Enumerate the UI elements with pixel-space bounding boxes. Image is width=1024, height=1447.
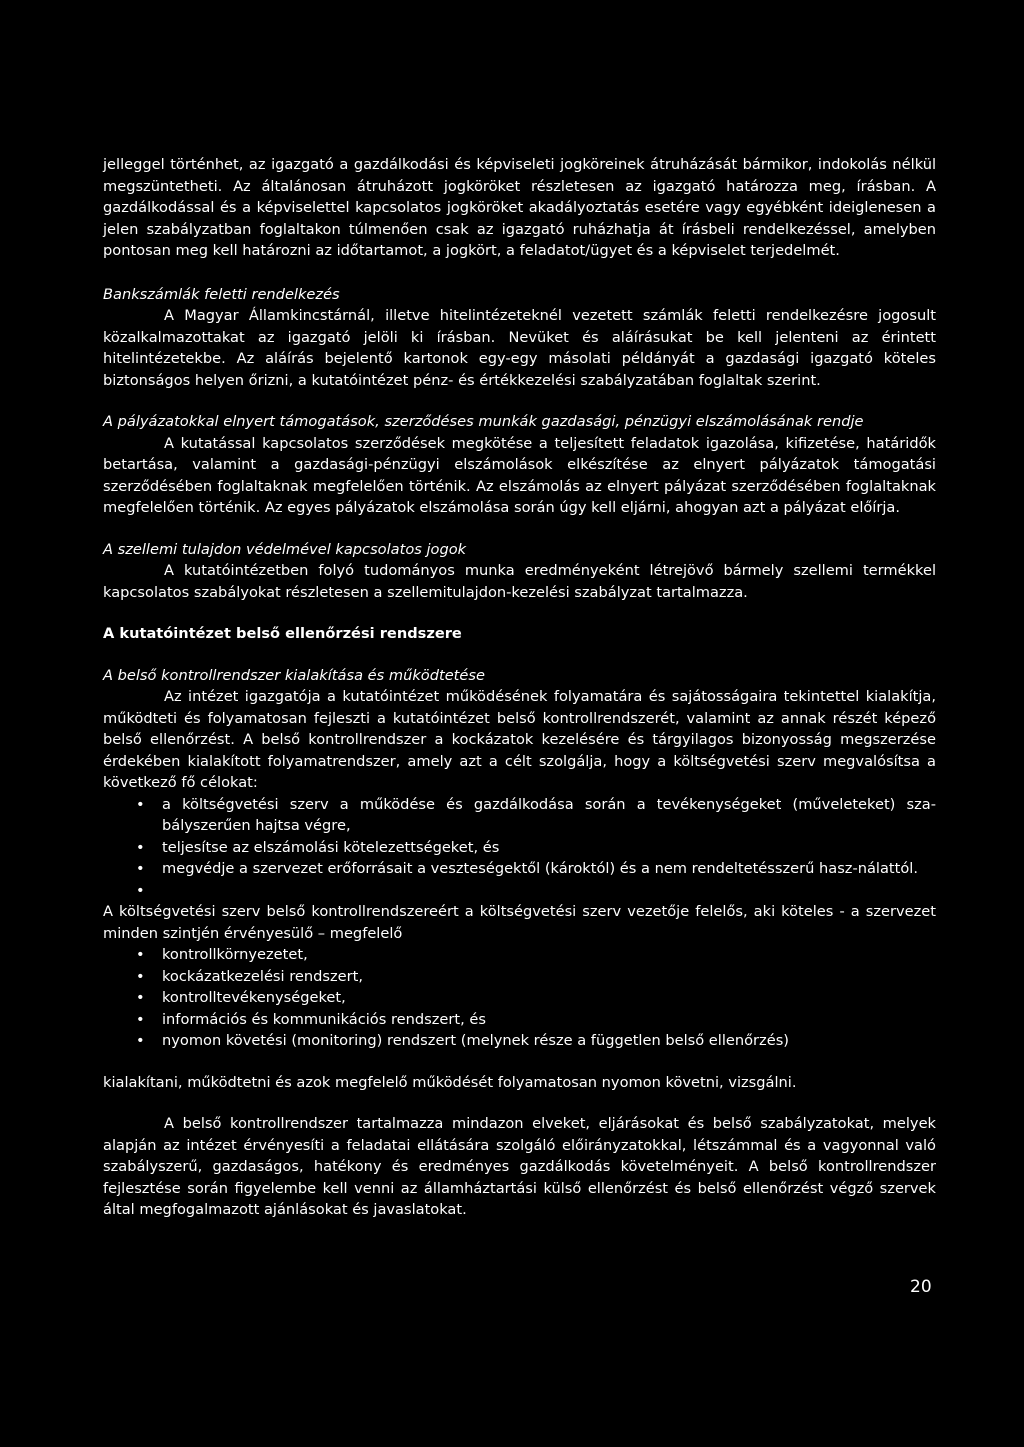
list-item <box>103 880 936 902</box>
list-item: • teljesítse az elszámolási kötelezettségeket, és <box>103 837 936 859</box>
list-item: • megvédje a szervezet erőforrásait a veszteségektől (károktól) és a nem rendeltetésszerű hasz-nálattól. <box>103 858 936 880</box>
list-item: • információs és kommunikációs rendszert, és <box>103 1009 936 1031</box>
section-heading: A kutatóintézet belső ellenőrzési rendszere <box>103 625 462 642</box>
section-title: Bankszámlák feletti rendelkezés <box>103 285 340 303</box>
section-intellectual-property <box>103 539 936 604</box>
list-item: • kockázatkezelési rendszert, <box>103 966 936 988</box>
closing-text: kialakítani, működtetni és azok megfelelő működését folyamatosan nyomon követni, vizsgálni. <box>103 1073 797 1091</box>
page-number: 20 <box>910 1277 932 1297</box>
bullet-icon: • <box>136 1010 145 1028</box>
paragraph-delegation: jelleggel történhet, az igazgató a gazdálkodási és képviseleti jogköreinek átruházását bármikor, indokolás nélkül megszüntetheti. Az általánosan átruházott jogköröket részletesen az igazgató határozza meg, írásban. A gazdálkodással és a képviselettel kapcsolatos jogköröket akadályoztatás esetére vagy egyébként ideiglenesen a jelen szabályzatban foglaltakon túlmenően csak az igazgató ruházhatja át írásbeli rendelkezéssel, amelyben pontosan meg kell határozni az időtartamot, a jogkört, a feladatot/ügyet és a képviselet terjedelmét. <box>103 156 936 259</box>
bullet-icon: • <box>136 881 145 899</box>
bullet-icon: • <box>136 795 145 813</box>
section-title: A szellemi tulajdon védelmével kapcsolatos jogok <box>103 540 467 558</box>
section-text: A Magyar Államkincstárnál, illetve hitelintézeteknél vezetett számlák feletti rendelkezésre jogosult közalkalmazottakat az igazgató jelöli ki írásban. Nevüket és aláírásukat be kell jelenteni az érintett hitelintézetekbe. Az aláírás bejelentő kartonok egy-egy másolati példányát a gazdasági igazgató köteles biztonságos helyen őrizni, a kutatóintézet pénz- és értékkezelési szabályzatában foglaltak szerint. <box>103 307 936 389</box>
list-item: • nyomon követési (monitoring) rendszert (melynek része a független belső ellenőrzés) <box>103 1030 936 1052</box>
bullet-icon: • <box>136 1032 145 1049</box>
section-text: A kutatóintézetben folyó tudományos munka eredményeként létrejövő bármely szellemi termékkel kapcsolatos szabályokat részletesen a szellemitulajdon-kezelési szabályzat tartalmazza. <box>103 562 936 601</box>
goals-list <box>103 794 936 902</box>
bullet-icon: • <box>136 989 145 1006</box>
section-internal-control <box>103 623 936 1221</box>
section-title: A pályázatokkal elnyert támogatások, szerződéses munkák gazdasági, pénzügyi elszámolásának rendje <box>103 413 864 430</box>
components-list <box>103 944 936 1052</box>
bullet-icon: • <box>136 860 145 877</box>
bullet-icon: • <box>136 946 145 963</box>
section-text: Az intézet igazgatója a kutatóintézet működésének folyamatára és sajátosságaira tekintettel kialakítja, működteti és folyamatosan fejleszti a kutatóintézet belső kontrollrendszerét, valamint az annak részét képező belső ellenőrzést. A belső kontrollrendszer a kockázatok kezelésére és tárgyilagos bizonyosság megszerzése érdekében kialakított folyamatrendszer, amely azt a célt szolgálja, hogy a költségvetési szerv megvalósítsa a következő fő célokat: <box>103 688 936 791</box>
section-text: A kutatással kapcsolatos szerződések megkötése a teljesített feladatok igazolása, kifizetése, határidők betartása, valamint a gazdasági-pénzügyi elszámolások elkészítése az elnyert pályázatok támogatási szerződésében foglaltaknak megfelelően történik. Az elszámolás az elnyert pályázat szerződésében foglaltaknak megfelelően történik. Az egyes pályázatok elszámolása során úgy kell eljárni, ahogyan azt a pályázat előírja. <box>103 434 936 516</box>
section-grants <box>103 411 936 519</box>
list-item: • a költségvetési szerv a működése és gazdálkodása során a tevékenységeket (műveleteket) sza-bályszerűen hajtsa végre, <box>136 795 936 834</box>
subsection-title: A belső kontrollrendszer kialakítása és működtetése <box>103 666 485 684</box>
section-bank-accounts <box>103 284 936 392</box>
responsibility-text: A költségvetési szerv belső kontrollrendszereért a költségvetési szerv vezetője felelős, aki köteles - a szervezet minden szintjén érvényesülő – megfelelő <box>103 903 936 942</box>
final-paragraph: A belső kontrollrendszer tartalmazza mindazon elveket, eljárásokat és belső szabályzatokat, melyek alapján az intézet érvényesíti a feladatai ellátására szolgáló előirányzatokkal, létszámmal és a vagyonnal való szabályszerű, gazdaságos, hatékony és eredményes gazdálkodás követelményeit. A belső kontrollrendszer fejlesztése során figyelembe kell venni az államháztartási külső ellenőrzést és belső ellenőrzést végző szervek által megfogalmazott ajánlásokat és javaslatokat. <box>103 1115 936 1218</box>
page-content <box>103 154 936 1221</box>
bullet-icon: • <box>136 967 145 985</box>
bullet-icon: • <box>136 838 145 856</box>
list-item: • kontrolltevékenységeket, <box>103 987 936 1009</box>
list-item: • kontrollkörnyezetet, <box>103 944 936 966</box>
